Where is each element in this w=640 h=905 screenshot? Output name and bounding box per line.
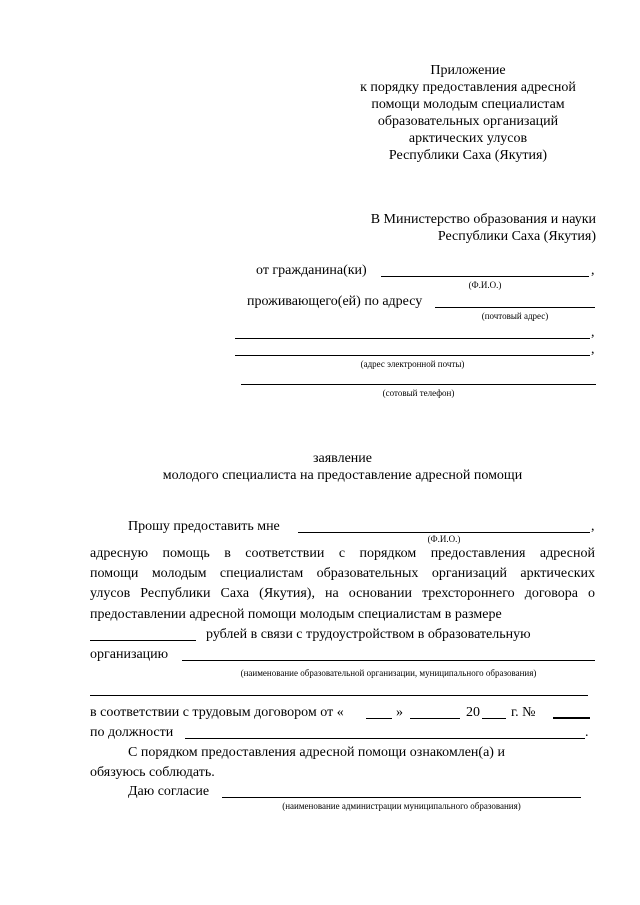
phone-caption: (сотовый телефон) [382, 388, 455, 398]
organization-caption: (наименование образовательной организации, муниципального образования) [240, 668, 537, 678]
address-label: проживающего(ей) по адресу [247, 294, 423, 309]
organization-field[interactable] [182, 660, 595, 661]
request-fio-field[interactable] [298, 532, 590, 533]
paragraph-line-1: адресную помощь в соответствии с порядком предоставления адресной [90, 546, 595, 561]
consent-field[interactable] [222, 797, 581, 798]
position-label: по должности [90, 725, 174, 740]
contract-prefix: в соответствии с трудовым договором от « [90, 705, 344, 720]
title-line-2: молодого специалиста на предоставление адресной помощи [162, 468, 523, 483]
postal-address-field[interactable] [435, 307, 595, 308]
comma: , [591, 325, 595, 340]
contract-year-suffix: г. № [511, 705, 536, 720]
paragraph-line-4: предоставлении адресной помощи молодым специалистам в размере [90, 607, 502, 622]
appendix-line-1: Приложение [430, 63, 506, 78]
comma: , [591, 342, 595, 357]
organization-label: организацию [90, 647, 169, 662]
consent-caption: (наименование администрации муниципального образования) [282, 801, 521, 811]
period: . [585, 725, 589, 740]
contract-year-field[interactable] [482, 718, 506, 719]
email-caption: (адрес электронной почты) [360, 359, 465, 369]
address-line-2-field[interactable] [235, 338, 590, 339]
request-fio-caption: (Ф.И.О.) [427, 534, 461, 544]
appendix-line-3: помощи молодым специалистам [371, 97, 565, 112]
contract-month-field[interactable] [410, 718, 460, 719]
comma: , [591, 519, 595, 534]
paragraph-line-3: улусов Республики Саха (Якутия), на основании трехстороннего договора о [90, 586, 595, 601]
organization-field-line-2[interactable] [90, 695, 588, 696]
applicant-fio-field[interactable] [381, 276, 589, 277]
paragraph-line-2: помощи молодым специалистам образовательных организаций арктических [90, 566, 595, 581]
comma: , [591, 263, 595, 278]
appendix-line-5: арктических улусов [408, 131, 528, 146]
amount-field[interactable] [90, 640, 196, 641]
request-label: Прошу предоставить мне [128, 519, 280, 534]
paragraph-line-5: рублей в связи с трудоустройством в образовательную [206, 627, 531, 642]
contract-number-field[interactable] [553, 717, 590, 719]
phone-field[interactable] [241, 384, 596, 385]
addressee-line-2: Республики Саха (Якутия) [437, 229, 596, 244]
position-field[interactable] [185, 738, 585, 739]
contract-day-field[interactable] [366, 718, 392, 719]
appendix-line-2: к порядку предоставления адресной [360, 80, 576, 95]
contract-year-prefix: 20 [466, 705, 480, 720]
consent-label: Даю согласие [128, 784, 210, 799]
appendix-line-6: Республики Саха (Якутия) [388, 148, 548, 163]
from-citizen-label: от гражданина(ки) [256, 263, 367, 278]
email-field[interactable] [235, 355, 590, 356]
contract-quote-close: » [396, 705, 403, 720]
acknowledge-line-2: обязуюсь соблюдать. [90, 765, 215, 780]
appendix-line-4: образовательных организаций [377, 114, 559, 129]
fio-caption: (Ф.И.О.) [468, 280, 502, 290]
acknowledge-line-1: С порядком предоставления адресной помощи ознакомлен(а) и [128, 745, 505, 760]
title-line-1: заявление [312, 451, 372, 466]
postal-address-caption: (почтовый адрес) [481, 311, 549, 321]
addressee-line-1: В Министерство образования и науки [370, 212, 596, 227]
